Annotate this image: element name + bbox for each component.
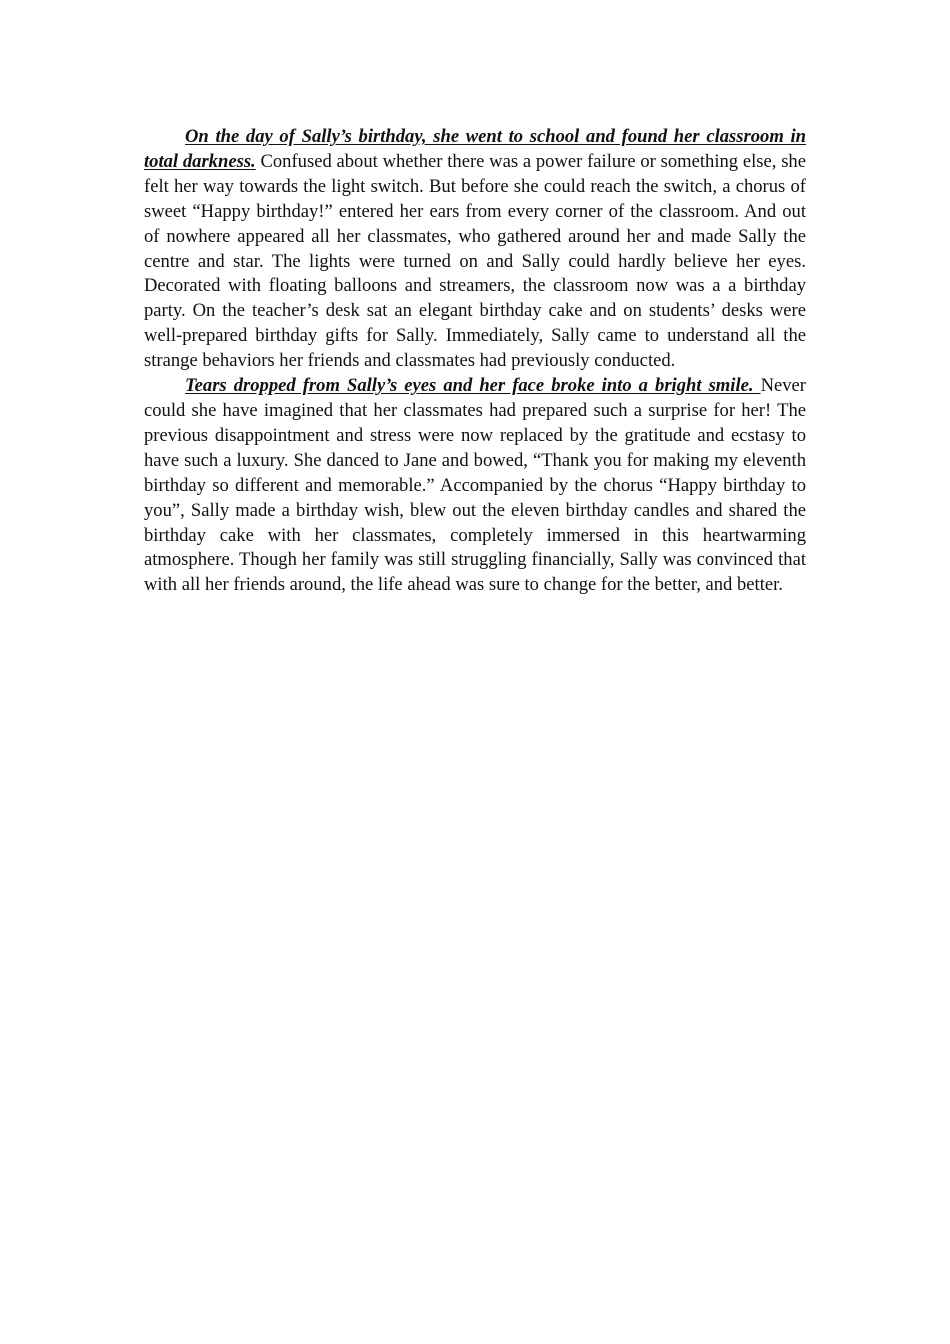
paragraph-1 (144, 125, 806, 374)
paragraph-1-body: Confused about whether there was a power failure or something else, she felt her way towards the light switch. But before she could reach the switch, a chorus of sweet “Happy birthday!” entered her ears from every corner of the classroom. And out of nowhere appeared all her classmates, who gathered around her and made Sally the centre and star. The lights were turned on and Sally could hardly believe her eyes. Decorated with floating balloons and streamers, the classroom now was a a birthday party. On the teacher’s desk sat an elegant birthday cake and on students’ desks were well-prepared birthday gifts for Sally. Immediately, Sally came to understand all the strange behaviors her friends and classmates had previously conducted. (144, 150, 806, 372)
paragraph-2-body: Never could she have imagined that her classmates had prepared such a surprise for her! The previous disappointment and stress were now replaced by the gratitude and ecstasy to have such a luxury. She danced to Jane and bowed, “Thank you for making my eleventh birthday so different and memorable.” Accompanied by the chorus “Happy birthday to you”, Sally made a birthday wish, blew out the eleven birthday candles and shared the birthday cake with her classmates, completely immersed in this heartwarming atmosphere. Though her family was still struggling financially, Sally was convinced that with all her friends around, the life ahead was sure to change for the better, and better. (144, 375, 806, 596)
paragraph-2 (144, 374, 806, 598)
paragraph-1-lead-sentence: On the day of Sally’s birthday, she went to school and found her classroom in total darkness. (144, 126, 806, 172)
paragraph-2-lead-sentence: Tears dropped from Sally’s eyes and her face broke into a bright smile. (185, 375, 761, 397)
body-text (144, 125, 806, 598)
